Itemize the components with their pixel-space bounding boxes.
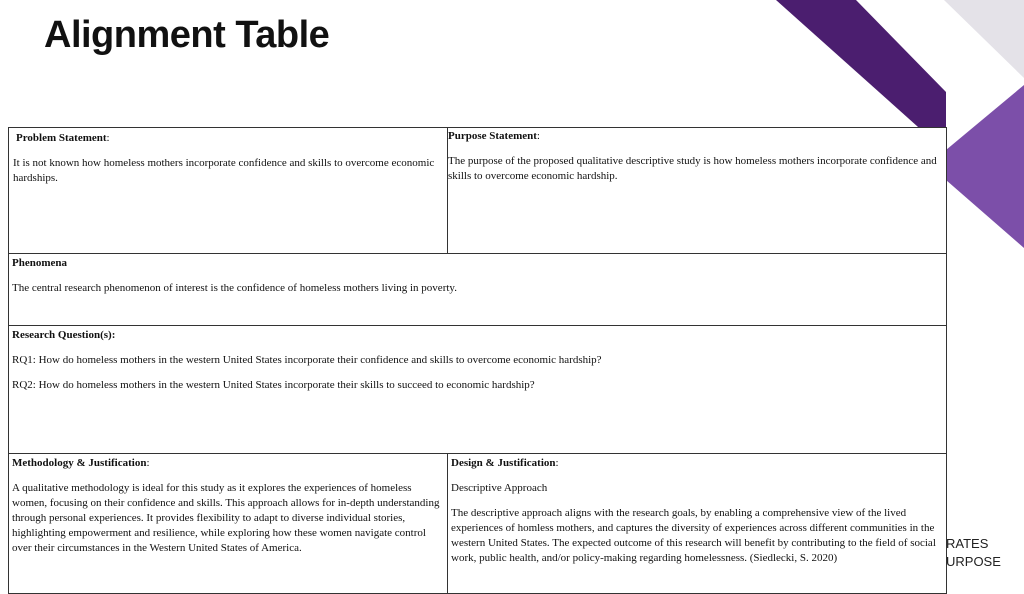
side-text-line-2: URPOSE bbox=[946, 554, 1001, 569]
light-gray-chevron bbox=[944, 0, 1024, 78]
purpose-statement-label: Purpose Statement bbox=[448, 130, 537, 142]
table-row-research-questions bbox=[9, 326, 947, 454]
design-label: Design & Justification bbox=[451, 457, 556, 469]
table-row-problem-purpose bbox=[9, 128, 947, 254]
research-question-2: RQ2: How do homeless mothers in the western United States incorporate their skills to succeed to economic hardship? bbox=[12, 379, 535, 391]
side-text-line-1: RATES bbox=[946, 536, 989, 551]
problem-statement-cell: Problem Statement: It is not known how homeless mothers incorporate confidence and skills to overcome economic hardships. bbox=[9, 128, 448, 254]
mid-purple-chevron bbox=[946, 85, 1024, 248]
table-row-phenomena bbox=[9, 254, 947, 326]
alignment-table bbox=[8, 127, 947, 594]
methodology-cell: Methodology & Justification: A qualitative methodology is ideal for this study as it explores the experiences of homeless women, focusing on their confidence and skills. This approach allows for in-depth understanding through personal experiences. It provides flexibility to adapt to diverse individual stories, highlighting empowerment and resilience, while exploring how these women navigate control over their circumstances in the Western United States of America. bbox=[9, 454, 448, 594]
methodology-label: Methodology & Justification bbox=[12, 457, 147, 469]
design-cell: Design & Justification: Descriptive Approach The descriptive approach aligns with the research goals, by enabling a comprehensive view of the lived experiences of homless mothers, and captures the diversity of experiences across different communities in the western United States. The expected outcome of this research will benefit by contributing to the field of social work, public health, and/or policy-making regarding homelessness. (Siedlecki, S. 2020) bbox=[448, 454, 947, 594]
table-row-methodology-design bbox=[9, 454, 947, 594]
research-questions-cell bbox=[9, 326, 947, 454]
phenomena-text: The central research phenomenon of interest is the confidence of homeless mothers living in poverty. bbox=[12, 282, 457, 294]
methodology-text: A qualitative methodology is ideal for this study as it explores the experiences of homeless women, focusing on their confidence and skills. This approach allows for in-depth understanding through personal experiences. It provides flexibility to adapt to diverse individual stories, highlighting empowerment and resilience, while exploring how these women navigate control over their circumstances in the Western United States of America. bbox=[12, 482, 440, 554]
design-text: The descriptive approach aligns with the research goals, by enabling a comprehensive view of the lived experiences of homless mothers, and captures the diversity of experiences across different communities in the western United States. The expected outcome of this research will benefit by contributing to the field of social work, public health, and/or policy-making regarding homelessness. (Siedlecki, S. 2020) bbox=[451, 507, 936, 564]
research-question-1: RQ1: How do homeless mothers in the western United States incorporate their confidence and skills to overcome economic hardship? bbox=[12, 354, 602, 366]
purpose-statement-cell: Purpose Statement: The purpose of the proposed qualitative descriptive study is how homeless mothers incorporate confidence and skills to overcome economic hardship. bbox=[448, 128, 947, 254]
research-questions-label: Research Question(s): bbox=[12, 329, 116, 341]
page-title: Alignment Table bbox=[44, 14, 330, 56]
phenomena-label: Phenomena bbox=[12, 257, 67, 269]
problem-statement-text: It is not known how homeless mothers incorporate confidence and skills to overcome economic hardships. bbox=[13, 157, 435, 184]
design-approach: Descriptive Approach bbox=[451, 482, 548, 494]
phenomena-cell bbox=[9, 254, 947, 326]
problem-statement-label: Problem Statement bbox=[16, 132, 107, 144]
purpose-statement-text: The purpose of the proposed qualitative descriptive study is how homeless mothers incorporate confidence and skills to overcome economic hardship. bbox=[448, 155, 937, 182]
